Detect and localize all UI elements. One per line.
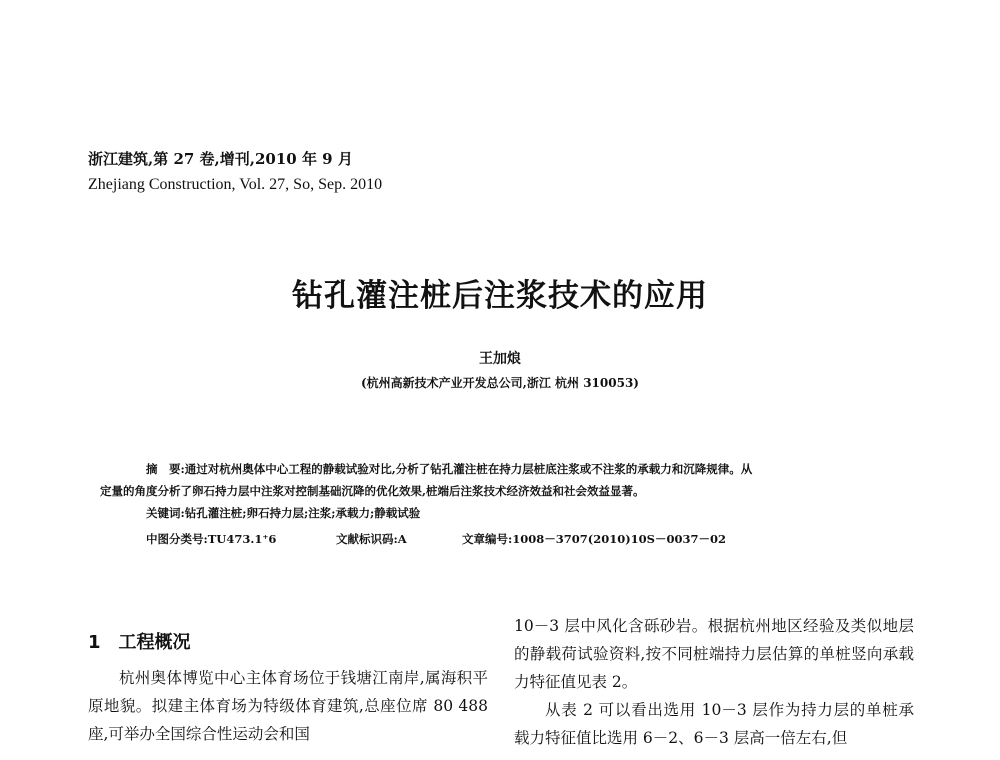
keywords: 关键词:钻孔灌注桩;卵石持力层;注浆;承载力;静载试验 [146, 506, 421, 520]
classification-line [146, 531, 726, 547]
article-title: 钻孔灌注桩后注浆技术的应用 [292, 278, 708, 314]
document-code: 文献标识码:A [336, 532, 407, 546]
author-name: 王加烺 [479, 351, 521, 367]
section-number: 1 [88, 632, 101, 653]
journal-citation-cn: 浙江建筑,第 27 卷,增刊,2010 年 9 月 [88, 150, 353, 168]
paragraph: 杭州奥体博览中心主体育场位于钱塘江南岸,属海积平原地貌。拟建主体育场为特级体育建筑,总座位席 80 488 座,可举办全国综合性运动会和国 [88, 669, 488, 743]
clc-number: 中图分类号:TU473.1⁺6 [146, 532, 277, 546]
paragraph: 从表 2 可以看出选用 10－3 层作为持力层的单桩承载力特征值比选用 6－2、6－3 层高一倍左右,但 [514, 701, 914, 747]
paragraph: 10－3 层中风化含砾砂岩。根据杭州地区经验及类似地层的静载荷试验资料,按不同桩端持力层估算的单桩竖向承载力特征值见表 2。 [514, 617, 914, 691]
abstract-block [100, 458, 900, 524]
left-column [88, 664, 488, 748]
journal-citation-en: Zhejiang Construction, Vol. 27, So, Sep. 2010 [88, 176, 383, 193]
author-affiliation: (杭州高新技术产业开发总公司,浙江 杭州 310053) [361, 376, 639, 390]
abstract-text-2: 定量的角度分析了卵石持力层中注浆对控制基础沉降的优化效果,桩端后注浆技术经济效益和社会效益显著。 [100, 484, 645, 498]
section-heading [88, 628, 191, 654]
section-title: 工程概况 [118, 632, 191, 653]
abstract-text-1: 摘 要:通过对杭州奥体中心工程的静载试验对比,分析了钻孔灌注桩在持力层桩底注浆或不注浆的承载力和沉降规律。从 [146, 462, 753, 476]
article-number: 文章编号:1008－3707(2010)10S－0037－02 [462, 532, 726, 546]
right-column [514, 612, 914, 752]
